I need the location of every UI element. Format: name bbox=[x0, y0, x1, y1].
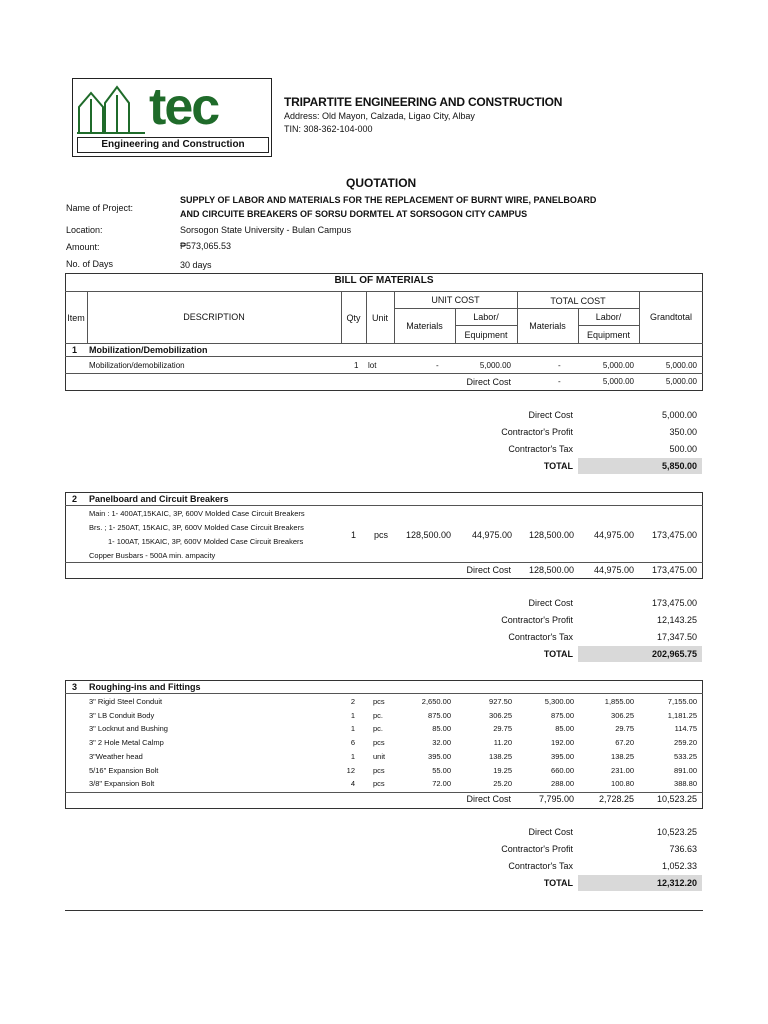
section-2-title: Panelboard and Circuit Breakers bbox=[89, 494, 229, 504]
s2-tl: 44,975.00 bbox=[593, 530, 634, 540]
s3-row-tl: 67.20 bbox=[615, 738, 634, 748]
s3-row-tm: 192.00 bbox=[551, 738, 574, 748]
s2-sum-tax: 17,347.50 bbox=[656, 632, 697, 642]
bom-title: BILL OF MATERIALS bbox=[334, 275, 434, 286]
s3-row-tm: 5,300.00 bbox=[544, 697, 574, 706]
s3-sum-profit-label: Contractor's Profit bbox=[501, 844, 573, 854]
bottom-divider bbox=[65, 910, 703, 911]
s3-row-desc: 5/16" Expansion Bolt bbox=[89, 765, 159, 775]
s2-sum-profit-label: Contractor's Profit bbox=[501, 615, 573, 625]
s3-row-um: 32.00 bbox=[432, 738, 451, 748]
s3-row-gt: 7,155.00 bbox=[667, 697, 697, 706]
s3-row-unit: pc. bbox=[373, 710, 384, 720]
col-unit-cost: UNIT COST bbox=[431, 295, 480, 305]
s3-row-desc: 3" Locknut and Bushing bbox=[89, 724, 168, 734]
s1-row-tl: 5,000.00 bbox=[602, 361, 634, 370]
s1-row-um: - bbox=[436, 361, 439, 370]
s2-direct-tm: 128,500.00 bbox=[528, 565, 574, 575]
col-qty: Qty bbox=[346, 313, 361, 323]
s3-sum-profit: 736.63 bbox=[669, 844, 697, 854]
s3-row-tl: 306.25 bbox=[611, 710, 634, 720]
s3-row-qty: 6 bbox=[350, 738, 355, 748]
location-value: Sorsogon State University - Bulan Campus bbox=[180, 225, 352, 235]
s1-sum-profit: 350.00 bbox=[669, 427, 697, 437]
s3-row-tm: 85.00 bbox=[555, 724, 574, 734]
s1-row-qty: 1 bbox=[354, 361, 359, 370]
s2-sum-tax-label: Contractor's Tax bbox=[508, 632, 573, 642]
s3-row-unit: pcs bbox=[373, 697, 385, 706]
s2-direct-tl: 44,975.00 bbox=[593, 565, 634, 575]
s2-qty: 1 bbox=[351, 530, 357, 540]
s3-row-ul: 927.50 bbox=[489, 697, 512, 706]
s3-row-tl: 100.80 bbox=[611, 779, 634, 789]
s3-direct-tl: 2,728.25 bbox=[598, 794, 634, 804]
s3-row-um: 2,650.00 bbox=[421, 697, 451, 706]
s2-sum-direct-label: Direct Cost bbox=[528, 598, 573, 608]
s3-sum-direct: 10,523.25 bbox=[656, 827, 697, 837]
s1-row-ul: 5,000.00 bbox=[479, 361, 511, 370]
s3-row-tm: 395.00 bbox=[551, 751, 574, 761]
company-tin: TIN: 308-362-104-000 bbox=[284, 124, 373, 134]
s2-um: 128,500.00 bbox=[405, 530, 451, 540]
s3-row-qty: 2 bbox=[350, 697, 355, 706]
s3-row-tm: 875.00 bbox=[551, 710, 574, 720]
s3-row-ul: 11.20 bbox=[493, 738, 512, 748]
s3-row-um: 55.00 bbox=[432, 765, 451, 775]
s1-sum-tax: 500.00 bbox=[669, 444, 697, 454]
s3-row-desc: 3" LB Conduit Body bbox=[89, 710, 155, 720]
s3-row-qty: 12 bbox=[346, 765, 355, 775]
amount-label: Amount: bbox=[66, 242, 100, 252]
s3-row-ul: 29.75 bbox=[493, 724, 512, 734]
col-total-cost: TOTAL COST bbox=[550, 296, 606, 306]
s3-row-unit: pcs bbox=[373, 765, 385, 775]
s3-row-unit: pcs bbox=[373, 779, 385, 789]
col-unit-labor: Labor/ bbox=[473, 312, 499, 322]
s3-row-unit: unit bbox=[373, 751, 386, 761]
project-label: Name of Project: bbox=[66, 203, 134, 213]
s3-row-unit: pc. bbox=[373, 724, 384, 734]
company-address: Address: Old Mayon, Calzada, Ligao City, Albay bbox=[284, 111, 475, 121]
s3-row-unit: pcs bbox=[373, 738, 385, 748]
s3-row-tl: 231.00 bbox=[611, 765, 634, 775]
s3-row-ul: 306.25 bbox=[489, 710, 512, 720]
s1-sum-tax-label: Contractor's Tax bbox=[508, 444, 573, 454]
s1-sum-direct: 5,000.00 bbox=[661, 410, 697, 420]
s2-line-2: Brs. ; 1- 250AT, 15KAIC, 3P, 600V Molded Case Circuit Breakers bbox=[89, 523, 304, 532]
s3-row-desc: 3/8" Expansion Bolt bbox=[89, 779, 155, 789]
s3-row-desc: 3" Rigid Steel Conduit bbox=[89, 697, 163, 706]
amount-value: ₱573,065.53 bbox=[180, 241, 232, 251]
s3-row-gt: 891.00 bbox=[674, 765, 697, 775]
s2-tm: 128,500.00 bbox=[528, 530, 574, 540]
col-description: DESCRIPTION bbox=[183, 312, 245, 322]
s3-direct-tm: 7,795.00 bbox=[538, 794, 574, 804]
s3-direct-gt: 10,523.25 bbox=[656, 794, 697, 804]
days-value: 30 days bbox=[180, 260, 212, 270]
s1-sum-direct-label: Direct Cost bbox=[528, 410, 573, 420]
s1-total: 5,850.00 bbox=[661, 461, 697, 471]
s3-sum-direct-label: Direct Cost bbox=[528, 827, 573, 837]
s3-row-ul: 19.25 bbox=[493, 765, 512, 775]
s1-row-unit: lot bbox=[368, 361, 377, 370]
logo-tagline: Engineering and Construction bbox=[77, 137, 269, 153]
s3-row-ul: 138.25 bbox=[489, 751, 512, 761]
s3-row-gt: 533.25 bbox=[674, 751, 697, 761]
s3-sum-tax: 1,052.33 bbox=[661, 861, 697, 871]
s2-gt: 173,475.00 bbox=[651, 530, 697, 540]
s3-row-tl: 29.75 bbox=[615, 724, 634, 734]
col-item: Item bbox=[67, 313, 85, 323]
s3-row-tm: 288.00 bbox=[551, 779, 574, 789]
s3-row-gt: 114.75 bbox=[674, 724, 697, 734]
s3-row-qty: 1 bbox=[350, 710, 355, 720]
logo-text: tec bbox=[149, 78, 219, 136]
s2-line-4: Copper Busbars - 500A min. ampacity bbox=[89, 551, 216, 560]
s2-sum-profit: 12,143.25 bbox=[656, 615, 697, 625]
s1-row-gt: 5,000.00 bbox=[665, 361, 697, 370]
s3-sum-tax-label: Contractor's Tax bbox=[508, 861, 573, 871]
s3-total: 12,312.20 bbox=[656, 878, 697, 888]
s1-direct-label: Direct Cost bbox=[466, 377, 511, 387]
s2-direct-label: Direct Cost bbox=[466, 565, 511, 575]
location-label: Location: bbox=[66, 225, 103, 235]
s3-row-gt: 388.80 bbox=[674, 779, 697, 789]
days-label: No. of Days bbox=[66, 259, 114, 269]
company-name: TRIPARTITE ENGINEERING AND CONSTRUCTION bbox=[284, 95, 563, 109]
s2-line-3: 1- 100AT, 15KAIC, 3P, 600V Molded Case Circuit Breakers bbox=[108, 537, 304, 546]
s3-row-desc: 3" 2 Hole Metal Calmp bbox=[89, 738, 164, 748]
s2-ul: 44,975.00 bbox=[471, 530, 512, 540]
col-unit: Unit bbox=[371, 313, 388, 323]
col-unit-equipment: Equipment bbox=[464, 330, 508, 340]
s3-row-qty: 4 bbox=[350, 779, 355, 789]
s2-line-1: Main : 1- 400AT,15KAIC, 3P, 600V Molded Case Circuit Breakers bbox=[89, 509, 305, 518]
s2-total-label: TOTAL bbox=[543, 649, 573, 659]
s2-unit: pcs bbox=[374, 530, 389, 540]
s1-total-label: TOTAL bbox=[543, 461, 573, 471]
s3-row-tm: 660.00 bbox=[551, 765, 574, 775]
s3-row-um: 85.00 bbox=[432, 724, 451, 734]
s3-row-um: 72.00 bbox=[432, 779, 451, 789]
s3-row-desc: 3"Weather head bbox=[89, 751, 143, 761]
company-logo bbox=[72, 78, 272, 157]
s3-direct-label: Direct Cost bbox=[466, 794, 511, 804]
s1-row-tm: - bbox=[558, 361, 561, 370]
section-2-number: 2 bbox=[72, 494, 78, 504]
col-total-materials: Materials bbox=[529, 321, 566, 331]
s3-row-tl: 1,855.00 bbox=[604, 697, 634, 706]
section-3-title: Roughing-ins and Fittings bbox=[89, 682, 201, 692]
s2-total: 202,965.75 bbox=[651, 649, 697, 659]
s1-direct-gt: 5,000.00 bbox=[665, 377, 697, 386]
s3-row-gt: 1,181.25 bbox=[667, 710, 697, 720]
project-name-line2: AND CIRCUITE BREAKERS OF SORSU DORMTEL AT SORSOGON CITY CAMPUS bbox=[180, 209, 528, 219]
s3-row-qty: 1 bbox=[350, 751, 355, 761]
s1-direct-tm: - bbox=[558, 377, 561, 386]
s2-direct-gt: 173,475.00 bbox=[651, 565, 697, 575]
s3-row-um: 395.00 bbox=[428, 751, 451, 761]
s1-direct-tl: 5,000.00 bbox=[602, 377, 634, 386]
s2-sum-direct: 173,475.00 bbox=[651, 598, 697, 608]
page-title: QUOTATION bbox=[346, 176, 417, 190]
s3-row-ul: 25.20 bbox=[493, 779, 512, 789]
building-logo-icon bbox=[77, 85, 147, 135]
col-total-labor: Labor/ bbox=[595, 312, 622, 322]
project-name-line1: SUPPLY OF LABOR AND MATERIALS FOR THE REPLACEMENT OF BURNT WIRE, PANELBOARD bbox=[180, 195, 597, 205]
section-1-title: Mobilization/Demobilization bbox=[89, 345, 208, 355]
col-total-equipment: Equipment bbox=[586, 330, 631, 340]
s3-row-tl: 138.25 bbox=[611, 751, 634, 761]
s1-sum-profit-label: Contractor's Profit bbox=[501, 427, 573, 437]
s3-total-label: TOTAL bbox=[543, 878, 573, 888]
col-unit-materials: Materials bbox=[406, 321, 443, 331]
s3-row-um: 875.00 bbox=[428, 710, 451, 720]
s3-row-gt: 259.20 bbox=[674, 738, 697, 748]
s3-row-qty: 1 bbox=[350, 724, 355, 734]
section-1-number: 1 bbox=[72, 345, 78, 355]
s1-row-desc: Mobilization/demobilization bbox=[89, 361, 185, 370]
section-3-number: 3 bbox=[72, 682, 78, 692]
col-grandtotal: Grandtotal bbox=[649, 312, 693, 322]
